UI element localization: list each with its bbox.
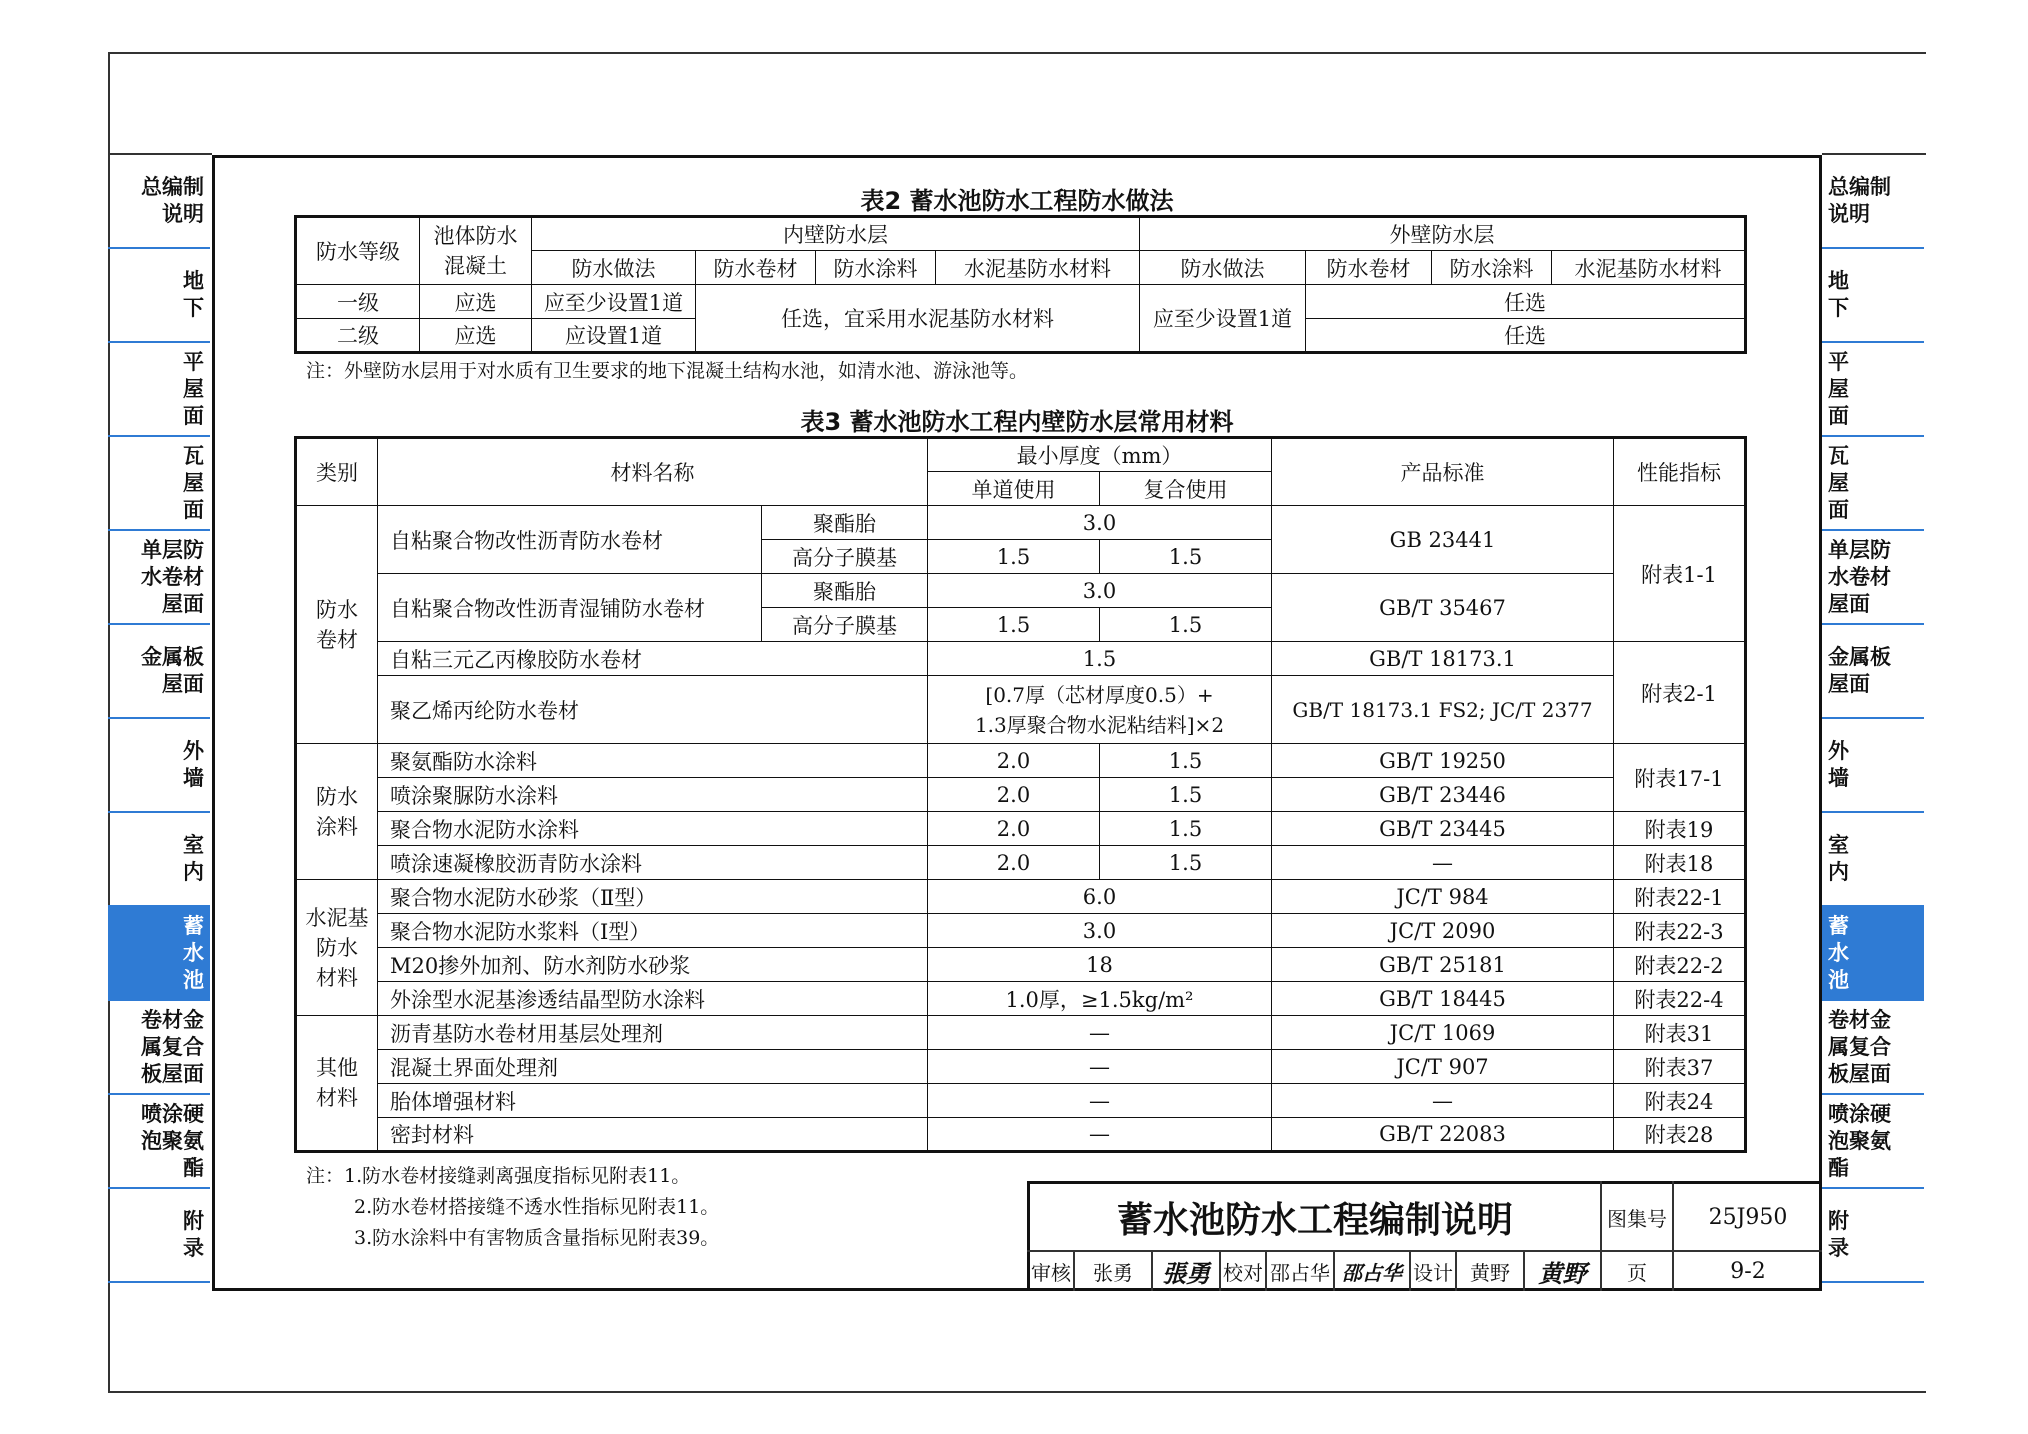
t3-m3-name: 自粘三元乙丙橡胶防水卷材 xyxy=(378,642,928,676)
nav-tab-label: 平 屋 面 xyxy=(183,349,204,428)
nav-tab-label: 金属板 屋面 xyxy=(1828,645,1891,696)
reviewer-name: 张勇 xyxy=(1093,1261,1133,1285)
t3-coat4-name: 喷涂速凝橡胶沥青防水涂料 xyxy=(378,846,928,880)
t3-m3-thk: 1.5 xyxy=(928,642,1272,676)
table3-title: 表3 蓄水池防水工程内壁防水层常用材料 xyxy=(800,408,1234,436)
nav-tab-left-5[interactable] xyxy=(108,625,210,719)
nav-tab-right-8[interactable] xyxy=(1822,907,1924,1001)
nav-tab-label: 附 录 xyxy=(1828,1209,1849,1260)
t3-cem4-thk: 1.0厚，≥1.5kg/m² xyxy=(928,982,1272,1016)
t3-oth3-std: — xyxy=(1272,1084,1614,1118)
t3-m2-b-single: 1.5 xyxy=(928,608,1100,642)
t3-cem1-index: 附表22-1 xyxy=(1614,880,1746,914)
t3-oth2-index: 附表37 xyxy=(1614,1050,1746,1084)
t3-oth3-thk: — xyxy=(928,1084,1272,1118)
nav-tab-label: 地 下 xyxy=(183,269,204,320)
t3-m1-a-thk: 3.0 xyxy=(928,506,1272,540)
table3-note-3: 3.防水涂料中有害物质含量指标见附表39。 xyxy=(354,1227,720,1249)
t3-cem1-thk: 6.0 xyxy=(928,880,1272,914)
t3-h-index: 性能指标 xyxy=(1614,438,1746,506)
t3-oth1-std: JC/T 1069 xyxy=(1272,1016,1614,1050)
t3-h-thickness: 最小厚度（mm） xyxy=(928,438,1272,472)
nav-tab-label: 总编制 说明 xyxy=(1828,175,1891,226)
nav-tab-right-3[interactable] xyxy=(1822,437,1924,531)
nav-tab-label: 外 墙 xyxy=(183,739,204,790)
t3-coat4-comb: 1.5 xyxy=(1100,846,1272,880)
t3-m1-std: GB 23441 xyxy=(1272,506,1614,574)
t3-m4-thk: [0.7厚（芯材厚度0.5）+ 1.3厚聚合物水泥粘结料]×2 xyxy=(928,676,1272,744)
t3-cem3-name: M20掺外加剂、防水剂防水砂浆 xyxy=(378,948,928,982)
t3-h-name: 材料名称 xyxy=(378,438,928,506)
nav-tab-label: 喷涂硬 泡聚氨 酯 xyxy=(1828,1101,1891,1180)
t3-m1-a: 聚酯胎 xyxy=(762,506,928,540)
t3-coat4-std: — xyxy=(1272,846,1614,880)
t3-coat12-index: 附表17-1 xyxy=(1614,744,1746,812)
nav-tab-right-0[interactable] xyxy=(1822,155,1924,249)
t3-m4-std: GB/T 18173.1 FS2; JC/T 2377 xyxy=(1272,676,1614,744)
nav-tab-right-4[interactable] xyxy=(1822,531,1924,625)
atlas-number: 25J950 xyxy=(1708,1204,1788,1230)
t3-coat2-name: 喷涂聚脲防水涂料 xyxy=(378,778,928,812)
t2-h-inner-coating: 防水涂料 xyxy=(816,251,936,285)
t3-m2-name: 自粘聚合物改性沥青湿铺防水卷材 xyxy=(378,574,762,642)
t3-m4-name: 聚乙烯丙纶防水卷材 xyxy=(378,676,928,744)
t3-oth3-name: 胎体增强材料 xyxy=(378,1084,928,1118)
t3-oth4-thk: — xyxy=(928,1118,1272,1152)
nav-tab-label: 单层防 水卷材 屋面 xyxy=(141,537,204,616)
t3-cat-other: 其他 材料 xyxy=(296,1016,378,1152)
t3-m34-index: 附表2-1 xyxy=(1614,642,1746,744)
table2-note: 注：外壁防水层用于对水质有卫生要求的地下混凝土结构水池，如清水池、游泳池等。 xyxy=(306,360,1029,382)
t2-h-outer-coating: 防水涂料 xyxy=(1432,251,1552,285)
t2-row2-inner-method: 应设置1道 xyxy=(532,319,696,353)
nav-tab-right-5[interactable] xyxy=(1822,625,1924,719)
nav-tab-left-2[interactable] xyxy=(108,343,210,437)
t3-cem4-name: 外涂型水泥基渗透结晶型防水涂料 xyxy=(378,982,928,1016)
nav-tab-right-9[interactable] xyxy=(1822,1001,1924,1095)
t2-row2-concrete: 应选 xyxy=(420,319,532,353)
t3-coat1-single: 2.0 xyxy=(928,744,1100,778)
table3 xyxy=(294,436,1747,1153)
t3-m1-name: 自粘聚合物改性沥青防水卷材 xyxy=(378,506,762,574)
t3-m3-std: GB/T 18173.1 xyxy=(1272,642,1614,676)
t3-oth4-std: GB/T 22083 xyxy=(1272,1118,1614,1152)
reviewer-signature: 張勇 xyxy=(1162,1259,1210,1288)
nav-tab-label: 卷材金 属复合 板屋面 xyxy=(141,1007,204,1086)
t3-m12-index: 附表1-1 xyxy=(1614,506,1746,642)
nav-tab-label: 瓦 屋 面 xyxy=(183,443,204,522)
t2-row1-grade: 一级 xyxy=(296,285,420,319)
t3-h-category: 类别 xyxy=(296,438,378,506)
t2-row1-concrete: 应选 xyxy=(420,285,532,319)
t3-coat1-name: 聚氨酯防水涂料 xyxy=(378,744,928,778)
t3-coat3-name: 聚合物水泥防水涂料 xyxy=(378,812,928,846)
t3-oth2-thk: — xyxy=(928,1050,1272,1084)
designer-signature: 黄野 xyxy=(1538,1259,1587,1288)
t3-cem4-index: 附表22-4 xyxy=(1614,982,1746,1016)
t2-h-inner-method: 防水做法 xyxy=(532,251,696,285)
t3-coat4-single: 2.0 xyxy=(928,846,1100,880)
page-number: 9-2 xyxy=(1730,1259,1766,1284)
nav-tab-right-2[interactable] xyxy=(1822,343,1924,437)
nav-tab-right-10[interactable] xyxy=(1822,1095,1924,1189)
nav-tab-label: 蓄 水 池 xyxy=(1828,913,1849,992)
t3-m2-a-thk: 3.0 xyxy=(928,574,1272,608)
nav-tab-right-7[interactable] xyxy=(1822,813,1924,907)
design-label: 设计 xyxy=(1413,1261,1453,1285)
t3-coat3-std: GB/T 23445 xyxy=(1272,812,1614,846)
t3-h-standard: 产品标准 xyxy=(1272,438,1614,506)
nav-tab-left-4[interactable] xyxy=(108,531,210,625)
nav-tab-left-0[interactable] xyxy=(108,155,210,249)
nav-tab-label: 喷涂硬 泡聚氨 酯 xyxy=(141,1101,204,1180)
page-label: 页 xyxy=(1627,1261,1647,1285)
t3-m1-b-comb: 1.5 xyxy=(1100,540,1272,574)
t3-m2-b: 高分子膜基 xyxy=(762,608,928,642)
nav-tab-left-10[interactable] xyxy=(108,1095,210,1189)
t3-cat-membrane: 防水 卷材 xyxy=(296,506,378,744)
t2-h-outer-cement: 水泥基防水材料 xyxy=(1552,251,1746,285)
t3-m1-b: 高分子膜基 xyxy=(762,540,928,574)
t3-cem2-thk: 3.0 xyxy=(928,914,1272,948)
t3-cem3-std: GB/T 25181 xyxy=(1272,948,1614,982)
t2-outer-method: 应至少设置1道 xyxy=(1140,285,1306,353)
t3-h-single: 单道使用 xyxy=(928,472,1100,506)
t3-oth1-index: 附表31 xyxy=(1614,1016,1746,1050)
t2-row2-grade: 二级 xyxy=(296,319,420,353)
t3-oth4-index: 附表28 xyxy=(1614,1118,1746,1152)
t3-coat2-std: GB/T 23446 xyxy=(1272,778,1614,812)
nav-tab-label: 附 录 xyxy=(183,1209,204,1260)
nav-tab-label: 卷材金 属复合 板屋面 xyxy=(1828,1007,1891,1086)
t3-h-combined: 复合使用 xyxy=(1100,472,1272,506)
t3-cem2-std: JC/T 2090 xyxy=(1272,914,1614,948)
sheet-bottom-rule xyxy=(108,1391,1926,1393)
nav-tab-label: 平 屋 面 xyxy=(1828,349,1849,428)
t3-oth1-thk: — xyxy=(928,1016,1272,1050)
t2-row1-outer-others: 任选 xyxy=(1306,285,1746,319)
nav-tab-label: 瓦 屋 面 xyxy=(1828,443,1849,522)
nav-tab-label: 地 下 xyxy=(1828,269,1849,320)
t3-oth2-std: JC/T 907 xyxy=(1272,1050,1614,1084)
t3-cem4-std: GB/T 18445 xyxy=(1272,982,1614,1016)
nav-tab-label: 室 内 xyxy=(1828,833,1849,884)
t3-cat-cement: 水泥基 防水 材料 xyxy=(296,880,378,1016)
t2-h-outer-membrane: 防水卷材 xyxy=(1306,251,1432,285)
nav-tab-right-6[interactable] xyxy=(1822,719,1924,813)
nav-tab-label: 室 内 xyxy=(183,833,204,884)
table3-note-2: 2.防水卷材搭接缝不透水性指标见附表11。 xyxy=(354,1196,720,1218)
nav-tab-left-7[interactable] xyxy=(108,813,210,907)
t3-cat-coating: 防水 涂料 xyxy=(296,744,378,880)
t3-coat4-index: 附表18 xyxy=(1614,846,1746,880)
nav-tab-label: 蓄 水 池 xyxy=(183,913,204,992)
t2-row2-outer-others: 任选 xyxy=(1306,319,1746,353)
sheet-top-rule xyxy=(108,52,1926,54)
t3-coat3-index: 附表19 xyxy=(1614,812,1746,846)
t2-row1-inner-method: 应至少设置1道 xyxy=(532,285,696,319)
t2-h-concrete: 池体防水 混凝土 xyxy=(420,217,532,285)
nav-tab-right-11[interactable] xyxy=(1822,1189,1924,1283)
t3-coat3-single: 2.0 xyxy=(928,812,1100,846)
nav-tab-left-8[interactable] xyxy=(108,907,210,1001)
checker-signature: 邵占华 xyxy=(1342,1261,1402,1285)
nav-tab-left-3[interactable] xyxy=(108,437,210,531)
drawing-title: 蓄水池防水工程编制说明 xyxy=(1116,1199,1513,1241)
nav-tab-left-11[interactable] xyxy=(108,1189,210,1283)
nav-tab-label: 外 墙 xyxy=(1828,739,1849,790)
t3-cem2-index: 附表22-3 xyxy=(1614,914,1746,948)
t3-cem1-name: 聚合物水泥防水砂浆（Ⅱ型） xyxy=(378,880,928,914)
t2-h-outer: 外壁防水层 xyxy=(1140,217,1746,251)
t2-h-grade: 防水等级 xyxy=(296,217,420,285)
t3-oth1-name: 沥青基防水卷材用基层处理剂 xyxy=(378,1016,928,1050)
checker-name: 邵占华 xyxy=(1270,1261,1330,1285)
nav-tab-left-9[interactable] xyxy=(108,1001,210,1095)
t3-m2-a: 聚酯胎 xyxy=(762,574,928,608)
t3-coat1-comb: 1.5 xyxy=(1100,744,1272,778)
nav-tab-label: 单层防 水卷材 屋面 xyxy=(1828,537,1891,616)
nav-tab-label: 金属板 屋面 xyxy=(141,645,204,696)
t2-h-inner-cement: 水泥基防水材料 xyxy=(936,251,1140,285)
t3-cem3-thk: 18 xyxy=(928,948,1272,982)
t3-oth3-index: 附表24 xyxy=(1614,1084,1746,1118)
t2-h-inner: 内壁防水层 xyxy=(532,217,1140,251)
table2-title: 表2 蓄水池防水工程防水做法 xyxy=(860,187,1174,215)
t2-h-inner-membrane: 防水卷材 xyxy=(696,251,816,285)
table2 xyxy=(294,215,1747,354)
check-label: 校对 xyxy=(1223,1261,1263,1285)
t3-cem2-name: 聚合物水泥防水浆料（Ⅰ型） xyxy=(378,914,928,948)
nav-tab-right-1[interactable] xyxy=(1822,249,1924,343)
t3-oth2-name: 混凝土界面处理剂 xyxy=(378,1050,928,1084)
t3-coat2-comb: 1.5 xyxy=(1100,778,1272,812)
designer-name: 黄野 xyxy=(1470,1261,1510,1285)
table3-note-1: 注：1.防水卷材接缝剥离强度指标见附表11。 xyxy=(306,1165,691,1187)
t2-inner-merged: 任选，宜采用水泥基防水材料 xyxy=(696,285,1140,353)
t3-coat1-std: GB/T 19250 xyxy=(1272,744,1614,778)
atlas-label: 图集号 xyxy=(1607,1206,1667,1231)
nav-tab-left-6[interactable] xyxy=(108,719,210,813)
t3-oth4-name: 密封材料 xyxy=(378,1118,928,1152)
nav-tab-left-1[interactable] xyxy=(108,249,210,343)
review-label: 审核 xyxy=(1031,1261,1071,1285)
t3-coat3-comb: 1.5 xyxy=(1100,812,1272,846)
t3-m1-b-single: 1.5 xyxy=(928,540,1100,574)
t3-cem1-std: JC/T 984 xyxy=(1272,880,1614,914)
t2-h-outer-method: 防水做法 xyxy=(1140,251,1306,285)
t3-coat2-single: 2.0 xyxy=(928,778,1100,812)
t3-m2-b-comb: 1.5 xyxy=(1100,608,1272,642)
nav-tab-label: 总编制 说明 xyxy=(141,175,204,226)
t3-m2-std: GB/T 35467 xyxy=(1272,574,1614,642)
t3-cem3-index: 附表22-2 xyxy=(1614,948,1746,982)
